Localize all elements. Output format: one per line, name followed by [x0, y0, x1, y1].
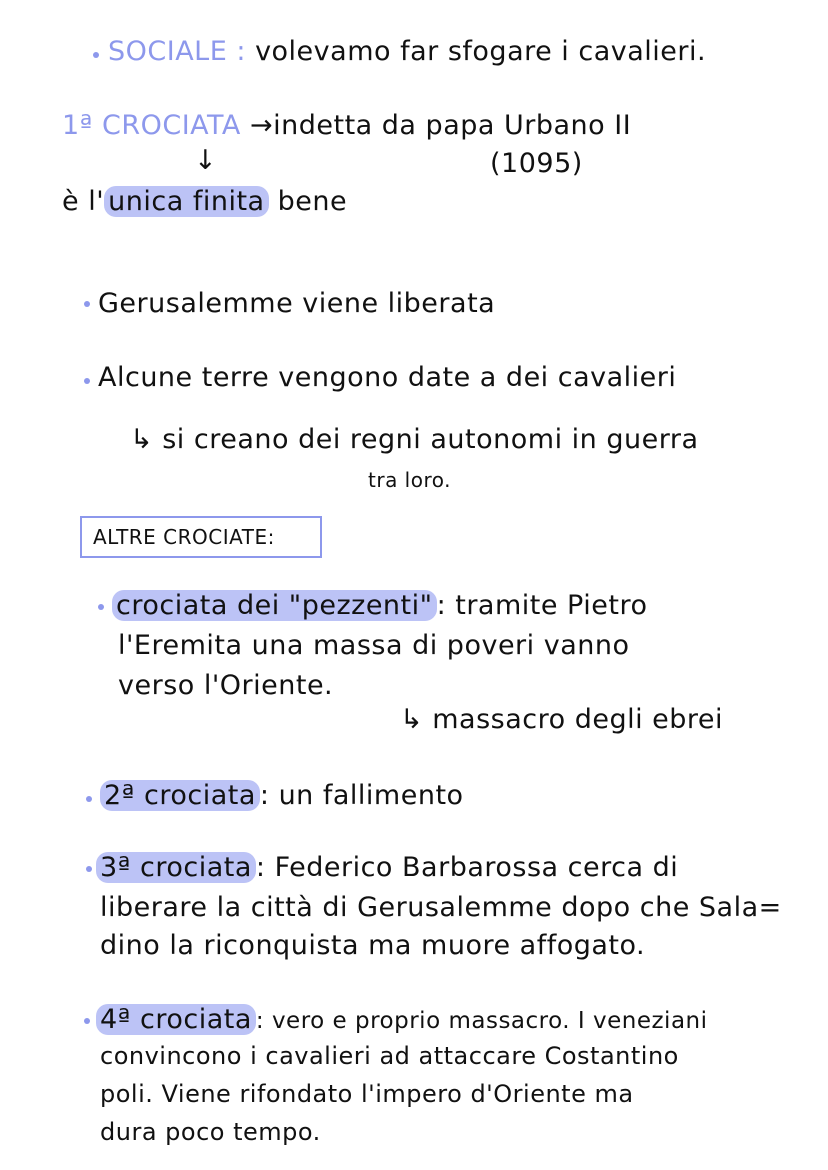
- kingdoms-text: si creano dei regni autonomi in guerra: [162, 424, 699, 455]
- third-crusade-line: [96, 852, 678, 883]
- pezzenti-highlight: crociata dei "pezzenti": [112, 590, 437, 621]
- fourth-text: : vero e proprio massacro. I veneziani: [255, 1008, 708, 1034]
- kingdoms-text-2: tra loro.: [368, 468, 451, 492]
- bullet-icon: [86, 866, 92, 872]
- pezzenti-text-2: l'Eremita una massa di poveri vanno: [118, 630, 630, 661]
- fourth-text-2: convincono i cavalieri ad attaccare Costantino: [100, 1042, 679, 1070]
- bullet-icon: [84, 1018, 90, 1024]
- massacro-text: massacro degli ebrei: [432, 704, 724, 735]
- unica-line: [62, 186, 347, 217]
- unica-suffix: bene: [268, 186, 348, 217]
- sociale-label: SOCIALE :: [108, 36, 246, 67]
- third-highlight: 3ª crociata: [96, 852, 256, 883]
- sub-arrow-icon: ↳: [130, 424, 154, 455]
- pezzenti-text: : tramite Pietro: [436, 590, 648, 621]
- sociale-text: volevamo far sfogare i cavalieri.: [255, 36, 707, 67]
- sociale-line: [108, 36, 706, 67]
- second-highlight: 2ª crociata: [100, 780, 260, 811]
- unica-prefix: è l': [62, 186, 105, 217]
- fourth-crusade-line: [96, 1004, 708, 1035]
- bullet-icon: [84, 301, 90, 307]
- third-text: : Federico Barbarossa cerca di: [255, 852, 679, 883]
- sub-arrow-icon: ↳: [400, 704, 424, 735]
- first-crusade-label: 1ª CROCIATA: [62, 110, 241, 141]
- arrow-right-icon: →: [250, 110, 274, 141]
- first-crusade-text: indetta da papa Urbano II: [273, 110, 632, 141]
- fourth-highlight: 4ª crociata: [96, 1004, 256, 1035]
- jerusalem-line: Gerusalemme viene liberata: [98, 288, 496, 319]
- section-title: ALTRE CROCIATE:: [93, 525, 275, 549]
- pezzenti-text-3: verso l'Oriente.: [118, 670, 334, 701]
- second-crusade-line: [100, 780, 464, 811]
- pezzenti-line: [112, 590, 647, 621]
- third-text-2: liberare la città di Gerusalemme dopo che Sala=: [100, 892, 782, 923]
- bullet-icon: [98, 604, 104, 610]
- bullet-icon: [93, 52, 99, 58]
- arrow-down-icon: ↓: [194, 145, 218, 176]
- lands-line: Alcune terre vengono date a dei cavalieri: [98, 362, 677, 393]
- first-crusade-year: (1095): [490, 148, 583, 179]
- third-text-3: dino la riconquista ma muore affogato.: [100, 930, 646, 961]
- fourth-text-4: dura poco tempo.: [100, 1118, 321, 1146]
- first-crusade-line: [62, 110, 631, 141]
- kingdoms-line: [130, 424, 699, 455]
- unica-highlight: unica finita: [104, 186, 268, 217]
- bullet-icon: [84, 378, 90, 384]
- second-text: : un fallimento: [259, 780, 464, 811]
- fourth-text-3: poli. Viene rifondato l'impero d'Oriente ma: [100, 1080, 634, 1108]
- bullet-icon: [86, 796, 92, 802]
- massacro-line: [400, 704, 723, 735]
